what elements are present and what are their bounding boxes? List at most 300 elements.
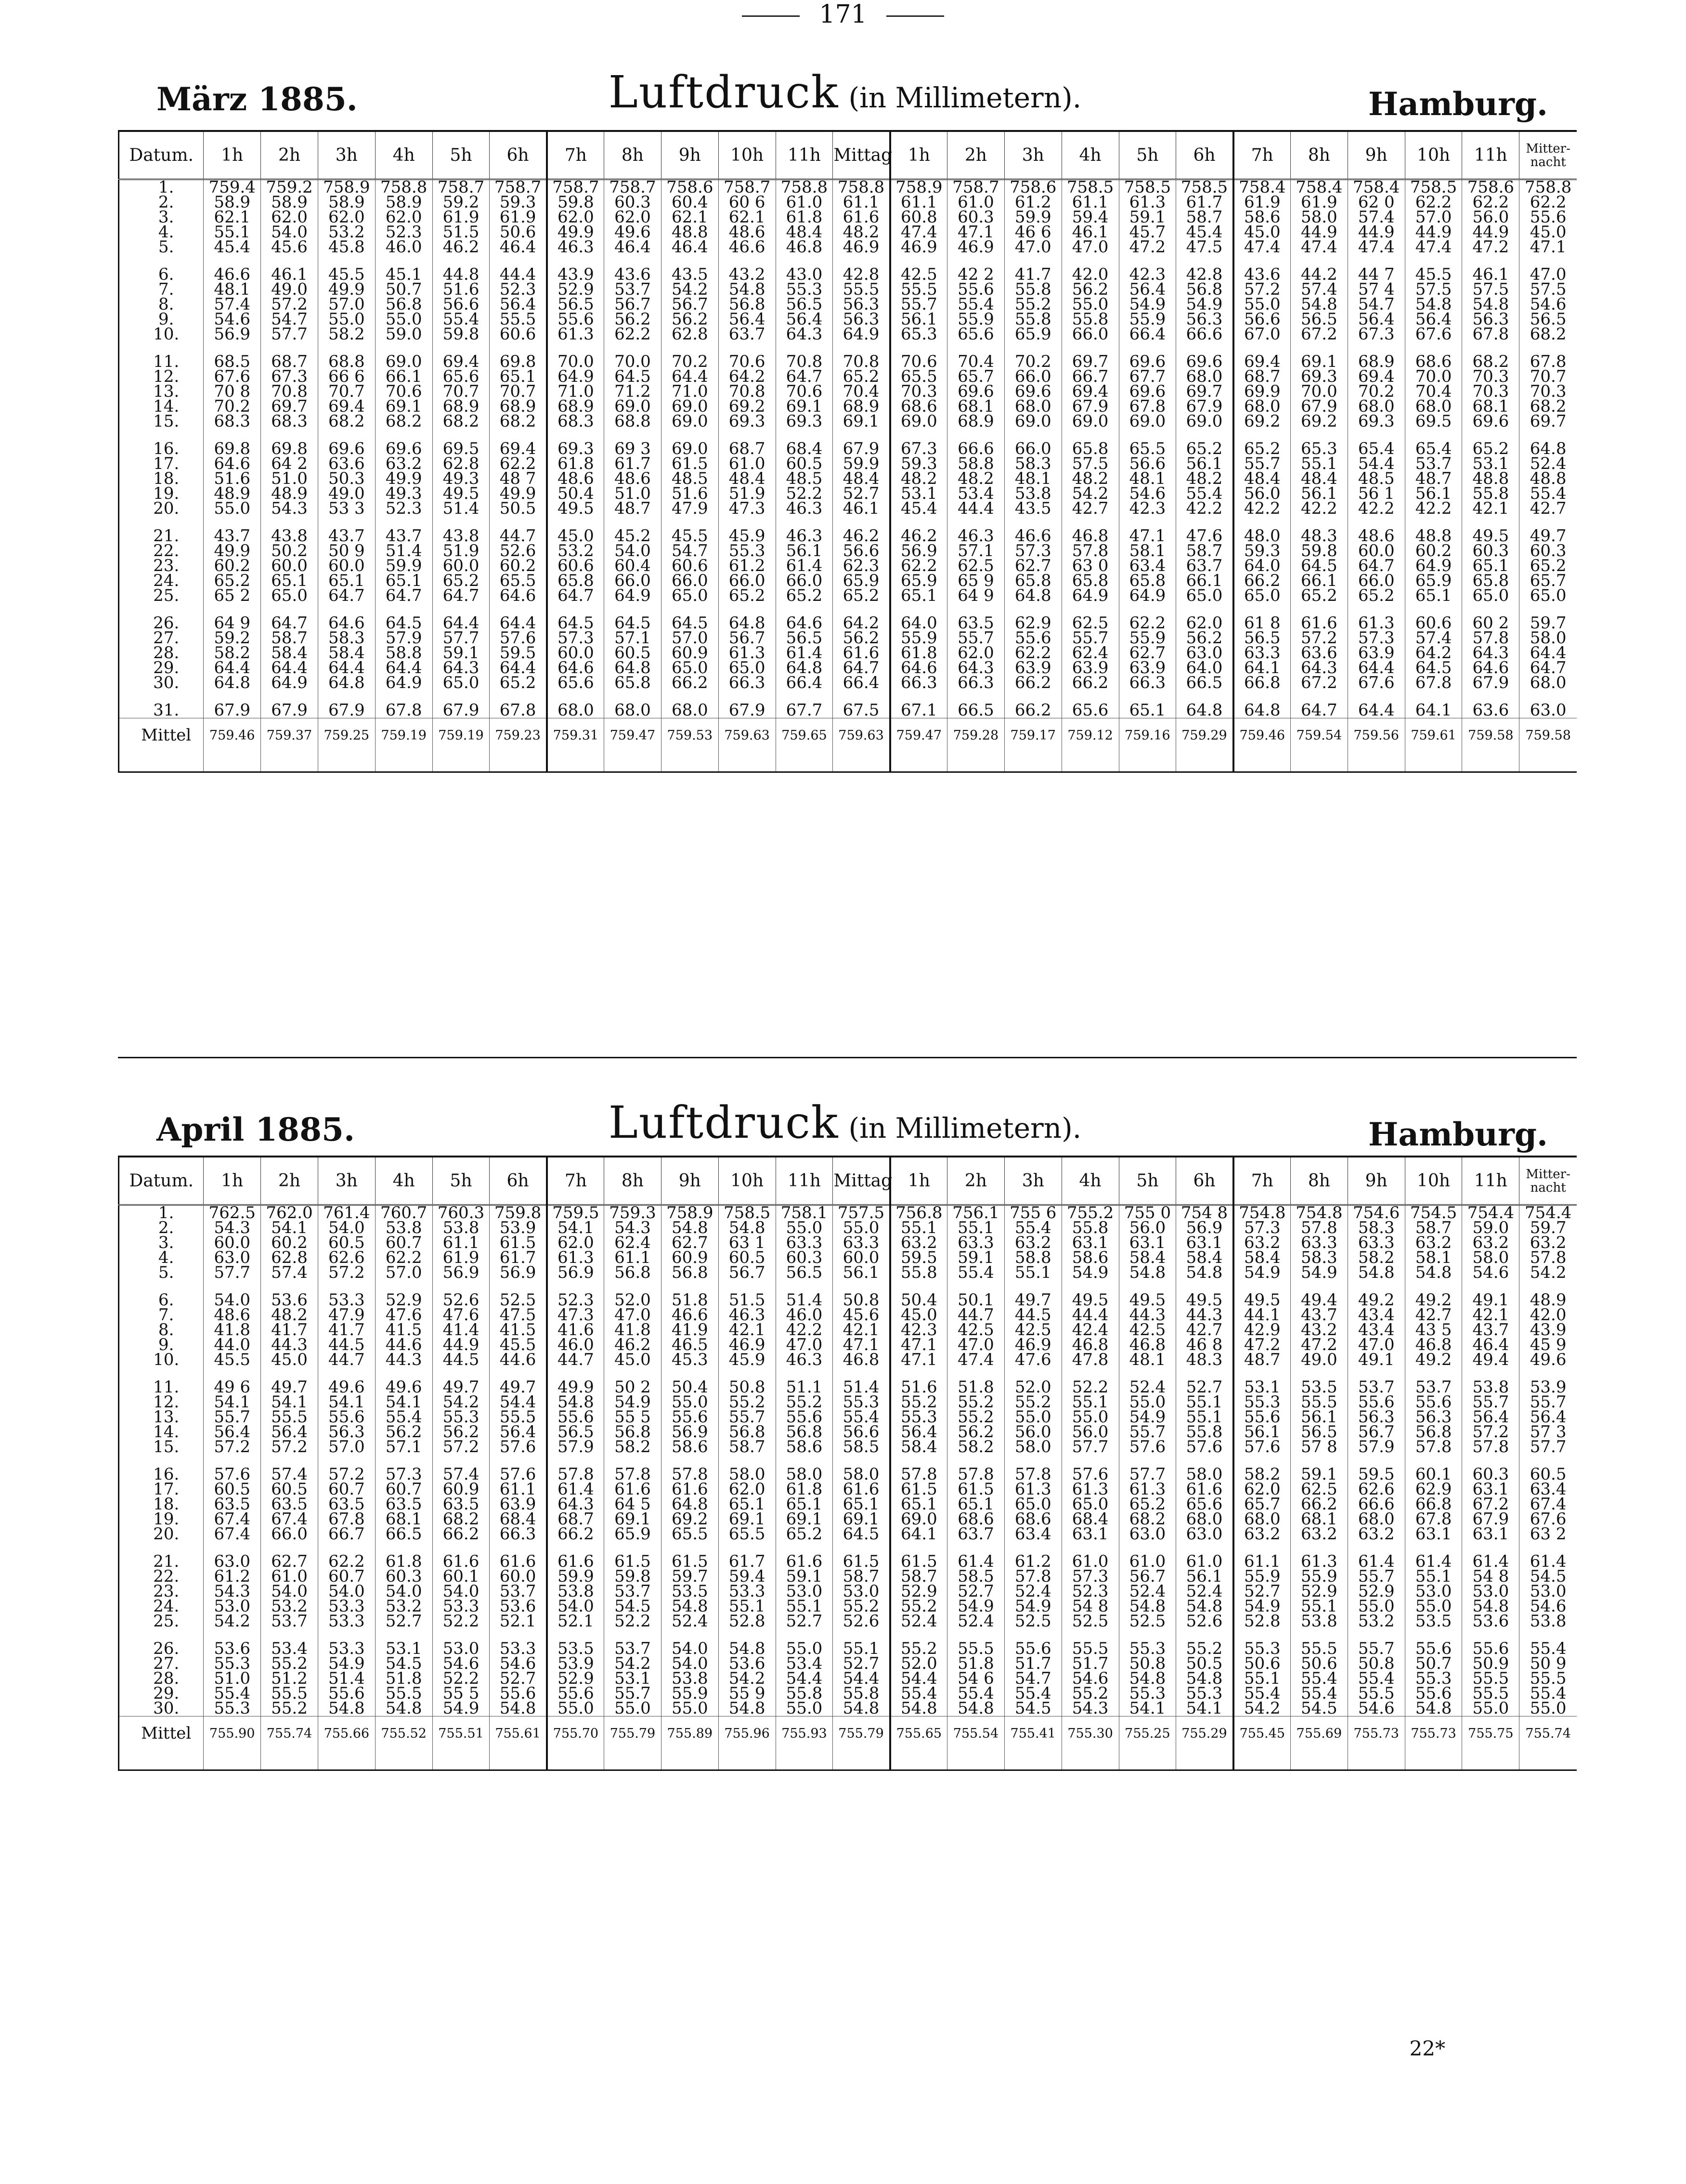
hour-header: 10h [718, 1157, 776, 1205]
pressure-cell: 53.7 [261, 1614, 318, 1629]
date-cell: 6. [119, 1293, 204, 1308]
pressure-cell: 52.1 [547, 1614, 604, 1629]
pressure-cell: 57.6 [1062, 1467, 1119, 1482]
pressure-cell: 68.0 [1405, 399, 1462, 414]
pressure-cell: 60.9 [432, 1482, 490, 1497]
pressure-cell: 63.0 [1119, 1527, 1176, 1542]
pressure-cell: 49.6 [375, 1380, 432, 1395]
pressure-cell: 758.9 [890, 180, 947, 195]
pressure-cell: 57.3 [1062, 1569, 1119, 1584]
pressure-cell: 65.7 [1519, 573, 1577, 588]
pressure-cell: 69.1 [604, 1512, 661, 1527]
datum-header: Datum. [119, 131, 204, 180]
pressure-cell: 64.2 [718, 369, 776, 384]
pressure-cell: 57.2 [261, 297, 318, 312]
pressure-cell: 64.8 [604, 661, 661, 676]
pressure-cell: 48.8 [661, 225, 718, 240]
pressure-cell: 56.1 [1290, 486, 1348, 501]
pressure-cell: 47.2 [1290, 1338, 1348, 1352]
pressure-cell: 70.0 [604, 354, 661, 369]
pressure-cell: 56.1 [1405, 486, 1462, 501]
pressure-cell: 44.9 [1405, 225, 1462, 240]
pressure-cell: 57.8 [1519, 1250, 1577, 1265]
pressure-cell: 56.6 [432, 297, 490, 312]
pressure-cell: 51.0 [204, 1671, 261, 1686]
pressure-cell: 65.2 [490, 676, 547, 690]
date-cell: 20. [119, 1527, 204, 1542]
pressure-cell: 55 5 [432, 1686, 490, 1701]
pressure-cell: 43.2 [1290, 1323, 1348, 1338]
pressure-cell: 50.4 [547, 486, 604, 501]
pressure-cell: 69.6 [1004, 384, 1062, 399]
end-cell [204, 1750, 261, 1770]
pressure-cell: 56.2 [947, 1425, 1005, 1440]
pressure-cell: 58.9 [318, 195, 375, 210]
maerz-table [118, 130, 1577, 773]
pressure-cell: 61.2 [204, 1569, 261, 1584]
pressure-cell: 69.8 [261, 442, 318, 456]
pressure-cell: 63.4 [1004, 1527, 1062, 1542]
pressure-cell: 57.1 [604, 631, 661, 646]
pressure-cell: 51.6 [661, 486, 718, 501]
pressure-cell: 68.9 [432, 399, 490, 414]
date-cell: 11. [119, 1380, 204, 1395]
mittel-cell: 759.12 [1062, 718, 1119, 753]
pressure-cell: 59.7 [661, 1569, 718, 1584]
pressure-cell: 47.5 [490, 1308, 547, 1323]
pressure-cell: 55.6 [318, 1410, 375, 1425]
pressure-cell: 62.0 [947, 646, 1005, 661]
pressure-cell: 54.0 [661, 1656, 718, 1671]
pressure-cell: 68.4 [1062, 1512, 1119, 1527]
pressure-cell: 60.3 [1462, 1467, 1519, 1482]
pressure-cell: 64.8 [1519, 442, 1577, 456]
pressure-cell: 64.7 [318, 588, 375, 603]
pressure-cell: 64.5 [1290, 559, 1348, 573]
pressure-cell: 54.8 [947, 1701, 1005, 1716]
pressure-cell: 52.2 [432, 1614, 490, 1629]
pressure-cell: 49.1 [1462, 1293, 1519, 1308]
pressure-cell: 57.8 [890, 1467, 947, 1482]
pressure-cell: 61.9 [1233, 195, 1291, 210]
pressure-cell: 63.3 [1233, 646, 1291, 661]
mittel-cell: 759.54 [1290, 718, 1348, 753]
pressure-cell: 44.3 [375, 1352, 432, 1367]
pressure-cell: 44.9 [1290, 225, 1348, 240]
pressure-cell: 65.2 [204, 573, 261, 588]
pressure-cell: 60.3 [375, 1569, 432, 1584]
pressure-cell: 55.8 [1062, 1221, 1119, 1235]
pressure-cell: 47.6 [375, 1308, 432, 1323]
pressure-cell: 60.1 [1405, 1467, 1462, 1482]
mittel-cell: 755.96 [718, 1716, 776, 1751]
pressure-cell: 43.7 [318, 529, 375, 544]
pressure-cell: 41.6 [547, 1323, 604, 1338]
pressure-cell: 46.9 [1004, 1338, 1062, 1352]
pressure-cell: 54.0 [261, 225, 318, 240]
end-cell [833, 1750, 890, 1770]
pressure-cell: 70.7 [432, 384, 490, 399]
pressure-cell: 70.2 [1348, 384, 1405, 399]
pressure-cell: 54.8 [1290, 297, 1348, 312]
date-cell: 22. [119, 544, 204, 559]
pressure-cell: 48.1 [1004, 471, 1062, 486]
pressure-cell: 65.9 [833, 573, 890, 588]
pressure-cell: 58.4 [1176, 1250, 1233, 1265]
pressure-cell: 62.7 [1004, 559, 1062, 573]
hour-header: Mittag [833, 131, 890, 180]
pressure-cell: 54.0 [318, 1584, 375, 1599]
pressure-cell: 54.4 [490, 1395, 547, 1410]
pressure-cell: 61 8 [1233, 616, 1291, 631]
pressure-cell: 68.0 [604, 703, 661, 718]
pressure-cell: 63.1 [1062, 1235, 1119, 1250]
date-cell: 3. [119, 1235, 204, 1250]
pressure-cell: 54.8 [1176, 1599, 1233, 1614]
pressure-cell: 64.6 [547, 661, 604, 676]
pressure-cell: 51.0 [261, 471, 318, 486]
pressure-cell: 52.4 [1004, 1584, 1062, 1599]
pressure-cell: 48.5 [661, 471, 718, 486]
pressure-cell: 55.5 [1062, 1641, 1119, 1656]
end-cell [1119, 752, 1176, 772]
pressure-cell: 57.0 [375, 1265, 432, 1280]
hour-header: 9h [661, 1157, 718, 1205]
pressure-cell: 63.2 [1348, 1527, 1405, 1542]
pressure-cell: 57.2 [261, 1440, 318, 1455]
pressure-cell: 56.9 [547, 1265, 604, 1280]
pressure-cell: 56.1 [776, 544, 833, 559]
pressure-cell: 58.0 [776, 1467, 833, 1482]
pressure-cell: 68.2 [1119, 1512, 1176, 1527]
april-mittel-row [119, 1716, 1577, 1751]
pressure-cell: 61.6 [432, 1554, 490, 1569]
pressure-cell: 46.8 [1405, 1338, 1462, 1352]
pressure-cell: 59.4 [718, 1569, 776, 1584]
end-cell [119, 1750, 204, 1770]
pressure-cell: 63.0 [204, 1250, 261, 1265]
hour-header: 11h [776, 131, 833, 180]
pressure-cell: 61.4 [776, 646, 833, 661]
pressure-cell: 64.4 [432, 616, 490, 631]
pressure-cell: 56.9 [1176, 1221, 1233, 1235]
pressure-cell: 61.8 [776, 1482, 833, 1497]
pressure-cell: 60.0 [204, 1235, 261, 1250]
pressure-cell: 54.6 [1462, 1265, 1519, 1280]
pressure-cell: 47.2 [1233, 1338, 1291, 1352]
pressure-cell: 55.2 [261, 1656, 318, 1671]
pressure-cell: 57.4 [1348, 210, 1405, 225]
pressure-cell: 66.0 [604, 573, 661, 588]
pressure-cell: 52.0 [1004, 1380, 1062, 1395]
pressure-cell: 57.0 [318, 297, 375, 312]
pressure-cell: 57.5 [1519, 282, 1577, 297]
pressure-cell: 759.3 [604, 1205, 661, 1221]
pressure-cell: 70.3 [1519, 384, 1577, 399]
pressure-cell: 64.7 [776, 369, 833, 384]
pressure-cell: 66.3 [890, 676, 947, 690]
pressure-cell: 57.6 [1233, 1440, 1291, 1455]
pressure-cell: 64.3 [1290, 661, 1348, 676]
pressure-cell: 54.0 [432, 1584, 490, 1599]
pressure-cell: 64 9 [947, 588, 1005, 603]
pressure-cell: 55.0 [1004, 1410, 1062, 1425]
pressure-cell: 54.2 [1062, 486, 1119, 501]
pressure-cell: 69.8 [490, 354, 547, 369]
end-cell [318, 1750, 375, 1770]
pressure-cell: 42.7 [1062, 501, 1119, 516]
pressure-cell: 54.3 [261, 501, 318, 516]
pressure-cell: 55.2 [890, 1641, 947, 1656]
pressure-cell: 66.0 [1004, 369, 1062, 384]
pressure-cell: 58.3 [318, 631, 375, 646]
pressure-cell: 54.9 [604, 1395, 661, 1410]
pressure-cell: 56.5 [1290, 1425, 1348, 1440]
pressure-cell: 53.3 [490, 1641, 547, 1656]
pressure-cell: 62.2 [375, 1250, 432, 1265]
pressure-cell: 56.6 [833, 1425, 890, 1440]
pressure-cell: 55.2 [833, 1599, 890, 1614]
pressure-cell: 62.2 [890, 559, 947, 573]
pressure-cell: 60.5 [718, 1250, 776, 1265]
pressure-cell: 68.0 [1519, 676, 1577, 690]
pressure-cell: 63.5 [204, 1497, 261, 1512]
hour-header: 2h [947, 131, 1005, 180]
pressure-cell: 55.0 [318, 312, 375, 327]
pressure-cell: 46.6 [1004, 529, 1062, 544]
pressure-cell: 44.2 [1290, 267, 1348, 282]
pressure-cell: 55.4 [1176, 486, 1233, 501]
end-cell [1062, 1750, 1119, 1770]
pressure-cell: 55.4 [1290, 1671, 1348, 1686]
pressure-cell: 51.9 [718, 486, 776, 501]
pressure-cell: 62.3 [833, 559, 890, 573]
pressure-cell: 53.8 [547, 1584, 604, 1599]
pressure-cell: 53.8 [1290, 1614, 1348, 1629]
pressure-cell: 56.5 [776, 631, 833, 646]
pressure-cell: 55.8 [1004, 282, 1062, 297]
pressure-cell: 63.5 [947, 616, 1005, 631]
pressure-cell: 61.5 [661, 1554, 718, 1569]
pressure-cell: 758.9 [661, 1205, 718, 1221]
mittel-cell: 755.41 [1004, 1716, 1062, 1751]
mittel-cell: 755.74 [1519, 1716, 1577, 1751]
pressure-cell: 57.3 [1004, 544, 1062, 559]
pressure-cell: 57.4 [1405, 631, 1462, 646]
pressure-cell: 54.8 [1119, 1671, 1176, 1686]
pressure-cell: 44 7 [1348, 267, 1405, 282]
pressure-cell: 55.3 [204, 1701, 261, 1716]
pressure-cell: 55.5 [1290, 1641, 1348, 1656]
maerz-mittel-row [119, 718, 1577, 753]
pressure-cell: 50.4 [890, 1293, 947, 1308]
pressure-cell: 54.9 [1176, 297, 1233, 312]
pressure-cell: 64.4 [318, 661, 375, 676]
pressure-cell: 68.6 [1004, 1512, 1062, 1527]
pressure-cell: 60.3 [604, 195, 661, 210]
april-table-end [119, 1750, 1577, 1770]
pressure-cell: 47.9 [318, 1308, 375, 1323]
pressure-cell: 58.4 [890, 1440, 947, 1455]
pressure-cell: 69.7 [1519, 414, 1577, 429]
pressure-cell: 46.3 [718, 1308, 776, 1323]
pressure-cell: 56.3 [1348, 1410, 1405, 1425]
pressure-cell: 70.3 [890, 384, 947, 399]
pressure-cell: 55.6 [1462, 1641, 1519, 1656]
pressure-cell: 56.4 [1462, 1410, 1519, 1425]
pressure-cell: 70.8 [776, 354, 833, 369]
pressure-cell: 55.1 [947, 1221, 1005, 1235]
pressure-cell: 60.6 [490, 327, 547, 342]
pressure-cell: 63.9 [1004, 661, 1062, 676]
pressure-cell: 48.8 [1405, 529, 1462, 544]
pressure-cell: 45.5 [661, 529, 718, 544]
pressure-cell: 60.2 [1405, 544, 1462, 559]
pressure-cell: 55.3 [890, 1410, 947, 1425]
date-cell: 18. [119, 1497, 204, 1512]
pressure-cell: 58.5 [833, 1440, 890, 1455]
pressure-cell: 47.6 [1176, 529, 1233, 544]
pressure-cell: 62.5 [1062, 616, 1119, 631]
pressure-cell: 68.2 [318, 414, 375, 429]
pressure-cell: 758.7 [947, 180, 1005, 195]
pressure-cell: 65.1 [718, 1497, 776, 1512]
pressure-cell: 47.4 [1290, 240, 1348, 255]
pressure-cell: 52.9 [547, 1671, 604, 1686]
pressure-cell: 65.9 [1004, 327, 1062, 342]
hour-header: 1h [890, 131, 947, 180]
pressure-cell: 53.3 [318, 1293, 375, 1308]
pressure-cell: 69.0 [375, 354, 432, 369]
pressure-cell: 64.3 [776, 327, 833, 342]
pressure-cell: 63.0 [1176, 1527, 1233, 1542]
pressure-cell: 58.2 [204, 646, 261, 661]
pressure-cell: 55.0 [776, 1641, 833, 1656]
hour-header: 10h [718, 131, 776, 180]
pressure-cell: 54.0 [547, 1599, 604, 1614]
pressure-cell: 61.5 [890, 1482, 947, 1497]
pressure-cell: 49.9 [490, 486, 547, 501]
pressure-cell: 61.0 [776, 195, 833, 210]
pressure-cell: 45.6 [833, 1308, 890, 1323]
pressure-cell: 44.8 [432, 267, 490, 282]
date-cell: 4. [119, 225, 204, 240]
pressure-cell: 44.7 [947, 1308, 1005, 1323]
datum-header: Datum. [119, 1157, 204, 1205]
pressure-cell: 65.2 [1462, 442, 1519, 456]
pressure-cell: 57.8 [604, 1467, 661, 1482]
pressure-cell: 45.0 [261, 1352, 318, 1367]
pressure-cell: 62.8 [661, 327, 718, 342]
pressure-cell: 61.3 [1290, 1554, 1348, 1569]
pressure-cell: 53.2 [375, 1599, 432, 1614]
pressure-cell: 53.1 [604, 1671, 661, 1686]
pressure-cell: 66 6 [318, 369, 375, 384]
pressure-cell: 55.3 [718, 544, 776, 559]
pressure-cell: 46.2 [890, 529, 947, 544]
date-cell: 31. [119, 703, 204, 718]
mittel-cell: 759.19 [432, 718, 490, 753]
hour-header: 4h [375, 1157, 432, 1205]
pressure-cell: 58.3 [1348, 1221, 1405, 1235]
pressure-cell: 57 4 [1348, 282, 1405, 297]
mittel-cell: 759.46 [1233, 718, 1291, 753]
pressure-cell: 47.1 [833, 1338, 890, 1352]
pressure-cell: 63.0 [1519, 703, 1577, 718]
pressure-cell: 53.9 [547, 1656, 604, 1671]
pressure-cell: 56.3 [833, 312, 890, 327]
pressure-cell: 67.8 [1405, 1512, 1462, 1527]
pressure-cell: 55.8 [1062, 312, 1119, 327]
pressure-cell: 48.5 [776, 471, 833, 486]
pressure-cell: 46.3 [776, 501, 833, 516]
date-cell: 16. [119, 442, 204, 456]
pressure-cell: 54.8 [1462, 1599, 1519, 1614]
pressure-cell: 54.8 [890, 1701, 947, 1716]
pressure-cell: 53.8 [375, 1221, 432, 1235]
pressure-cell: 68.0 [661, 703, 718, 718]
pressure-cell: 61.4 [547, 1482, 604, 1497]
april-title: Luftdruck (in Millimetern). [608, 1097, 1082, 1148]
pressure-cell: 65.9 [1405, 573, 1462, 588]
pressure-cell: 57.2 [1462, 1425, 1519, 1440]
pressure-cell: 59.8 [604, 1569, 661, 1584]
pressure-cell: 49.9 [204, 544, 261, 559]
pressure-cell: 55.1 [776, 1599, 833, 1614]
end-cell [1462, 1750, 1519, 1770]
pressure-cell: 66.1 [1176, 573, 1233, 588]
pressure-cell: 58.1 [1405, 1250, 1462, 1265]
pressure-cell: 68.2 [1462, 354, 1519, 369]
pressure-cell: 53.8 [1462, 1380, 1519, 1395]
pressure-cell: 762.0 [261, 1205, 318, 1221]
pressure-cell: 55.7 [604, 1686, 661, 1701]
pressure-cell: 69.5 [1405, 414, 1462, 429]
pressure-cell: 51.0 [604, 486, 661, 501]
pressure-cell: 55.2 [947, 1395, 1005, 1410]
pressure-cell: 41.4 [432, 1323, 490, 1338]
pressure-cell: 65.0 [261, 588, 318, 603]
pressure-cell: 760.3 [432, 1205, 490, 1221]
pressure-cell: 53.7 [604, 1584, 661, 1599]
pressure-cell: 65.8 [1119, 573, 1176, 588]
pressure-cell: 62.0 [261, 210, 318, 225]
pressure-cell: 56.4 [776, 312, 833, 327]
pressure-cell: 60.5 [204, 1482, 261, 1497]
maerz-table-end [119, 752, 1577, 772]
pressure-cell: 53.0 [776, 1584, 833, 1599]
pressure-cell: 56.2 [1176, 631, 1233, 646]
pressure-cell: 68.0 [1348, 1512, 1405, 1527]
pressure-cell: 59.5 [490, 646, 547, 661]
pressure-cell: 57.2 [1290, 631, 1348, 646]
pressure-cell: 68.1 [1290, 1512, 1348, 1527]
pressure-cell: 52.3 [375, 225, 432, 240]
pressure-cell: 48.8 [1462, 471, 1519, 486]
pressure-cell: 54.0 [318, 1221, 375, 1235]
end-cell [261, 752, 318, 772]
pressure-cell: 55.7 [204, 1410, 261, 1425]
pressure-cell: 56.8 [718, 297, 776, 312]
pressure-cell: 64.3 [432, 661, 490, 676]
hour-header: 6h [1176, 131, 1233, 180]
pressure-cell: 42.5 [1004, 1323, 1062, 1338]
pressure-cell: 52.8 [1233, 1614, 1291, 1629]
pressure-cell: 65.0 [661, 588, 718, 603]
pressure-cell: 63.2 [1519, 1235, 1577, 1250]
pressure-cell: 55.9 [947, 312, 1005, 327]
pressure-cell: 58.4 [261, 646, 318, 661]
